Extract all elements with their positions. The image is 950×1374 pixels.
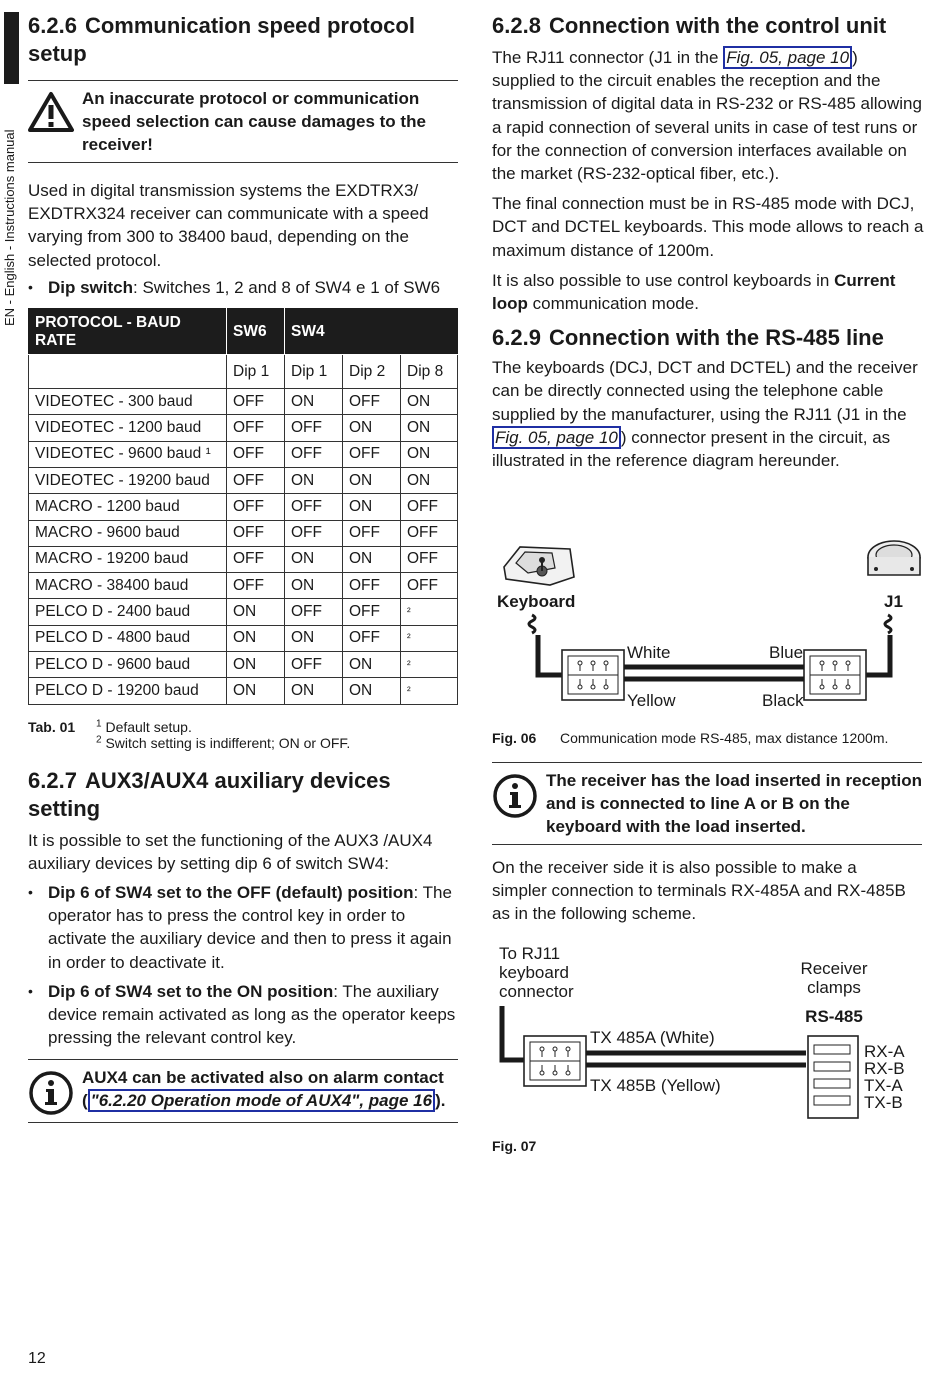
table-cell: ² <box>401 625 458 651</box>
table-row <box>29 678 458 704</box>
fig07-terminal-block <box>808 1036 858 1118</box>
section-627-body: It is possible to set the functioning of the AUX3 /AUX4 auxiliary devices by setting dip 6 of switch SW4: <box>28 830 433 873</box>
section-626-number: 6.2.6 <box>28 13 77 38</box>
section-626-heading <box>28 12 458 68</box>
table-cell: ON <box>227 678 285 704</box>
table-cell: ON <box>401 415 458 441</box>
fig06-caption-label: Fig. 06 <box>492 730 537 746</box>
table-cell: ² <box>401 599 458 625</box>
table-cell: VIDEOTEC - 1200 baud <box>29 415 227 441</box>
table-cell: ON <box>343 467 401 493</box>
fig06-black-label: Black <box>762 691 804 710</box>
table-cell: OFF <box>401 494 458 520</box>
sidebar-label: EN - English - Instructions manual <box>2 129 17 326</box>
table-cell: OFF <box>227 520 285 546</box>
list-item: • Dip 6 of SW4 set to the ON position: The auxiliary device remain activated as long as the operator keeps pressing the relevant control key. <box>28 980 458 1050</box>
receiver-device-icon <box>868 541 920 575</box>
fig07-connector: connector <box>499 982 574 1001</box>
table-cell: OFF <box>401 520 458 546</box>
table-cell: ON <box>227 599 285 625</box>
table-cell: ON <box>285 678 343 704</box>
warning-text: An inaccurate protocol or communication speed selection can cause damages to the receiver! <box>82 89 426 154</box>
fig05-link[interactable]: Fig. 05, page 10 <box>723 46 852 69</box>
section-627-heading <box>28 767 458 823</box>
section-628-heading <box>492 12 924 40</box>
table-cell: PELCO D - 4800 baud <box>29 625 227 651</box>
fig06-blue-label: Blue <box>769 643 804 662</box>
fig06-keyboard-label: Keyboard <box>497 592 576 611</box>
table-note-1: $^1$ Default setup. <box>96 717 192 735</box>
table-cell: ² <box>401 651 458 677</box>
fig05-link-2[interactable]: Fig. 05, page 10 <box>492 426 621 449</box>
table-cell: OFF <box>343 441 401 467</box>
table-cell: OFF <box>227 494 285 520</box>
right-column <box>492 10 924 472</box>
table-header-sw4: SW4 <box>285 309 458 355</box>
fig06-j1-label: J1 <box>884 592 903 611</box>
section-626-title: Communication speed protocol setup <box>28 13 415 66</box>
info-icon <box>492 769 546 838</box>
table-cell: ON <box>285 389 343 415</box>
fig06-caption <box>492 730 924 746</box>
table-cell: OFF <box>285 599 343 625</box>
table-cell: OFF <box>343 625 401 651</box>
left-column <box>28 10 458 1123</box>
fig06-right-connector <box>804 650 866 700</box>
table-cell: OFF <box>343 520 401 546</box>
table-row <box>29 573 458 599</box>
warning-icon <box>28 87 82 156</box>
fig06-left-connector <box>562 650 624 700</box>
table-row <box>29 389 458 415</box>
fig06-yellow-label: Yellow <box>627 691 676 710</box>
fig07-keyboard: keyboard <box>499 963 569 982</box>
fig07-diagram <box>492 940 932 1125</box>
table-caption-label: Tab. 01 <box>28 718 76 735</box>
table-cell: VIDEOTEC - 19200 baud <box>29 467 227 493</box>
table-cell: OFF <box>401 546 458 572</box>
table-cell: OFF <box>343 573 401 599</box>
dip-switch-list <box>28 276 458 299</box>
table-cell: ON <box>401 389 458 415</box>
table-cell: ON <box>227 651 285 677</box>
info-icon <box>28 1066 82 1116</box>
table-cell: ON <box>343 678 401 704</box>
table-cell: OFF <box>343 389 401 415</box>
protocol-table <box>28 308 458 705</box>
table-note-2: $^2$ Switch setting is indifferent; ON or OFF. <box>96 733 351 751</box>
table-cell: ON <box>401 467 458 493</box>
warning-notice <box>28 80 458 163</box>
table-cell: OFF <box>285 494 343 520</box>
table-cell: OFF <box>227 441 285 467</box>
fig07-rs485: RS-485 <box>805 1007 863 1026</box>
table-row <box>29 520 458 546</box>
aux4-operation-link[interactable]: "6.2.20 Operation mode of AUX4", page 16 <box>88 1089 435 1112</box>
table-row <box>29 546 458 572</box>
fig07-clamps: clamps <box>807 978 861 997</box>
table-cell: PELCO D - 9600 baud <box>29 651 227 677</box>
table-cell: ON <box>285 546 343 572</box>
table-header-sw6: SW6 <box>227 309 285 355</box>
section-628-number: 6.2.8 <box>492 13 541 38</box>
table-cell: OFF <box>285 651 343 677</box>
table-row <box>29 467 458 493</box>
table-cell: OFF <box>285 415 343 441</box>
table-cell: OFF <box>285 520 343 546</box>
table-cell: ON <box>285 467 343 493</box>
table-cell: VIDEOTEC - 9600 baud ¹ <box>29 441 227 467</box>
table-cell: ON <box>343 415 401 441</box>
aux4-info-notice <box>28 1059 458 1123</box>
section-626-body: Used in digital transmission systems the EXDTRX3/ EXDTRX324 receiver can communicate with a speed varying from 300 to 38400 baud, depending on the selected protocol. <box>28 181 429 270</box>
section-629-title: Connection with the RS-485 line <box>548 325 884 351</box>
table-cell: OFF <box>227 573 285 599</box>
section-628-title: Connection with the control unit <box>548 13 887 38</box>
table-cell: ON <box>401 441 458 467</box>
table-cell: OFF <box>227 546 285 572</box>
fig07-to-rj11: To RJ11 <box>499 944 561 963</box>
simpler-connection-text: On the receiver side it is also possible to make a simpler connection to terminals RX-485A and RX-485B as in the following scheme. <box>492 858 906 924</box>
table-cell: ON <box>227 625 285 651</box>
fig07-terminal-rxa: RX-A <box>864 1042 905 1061</box>
fig07-caption <box>492 1138 560 1154</box>
table-cell: MACRO - 9600 baud <box>29 520 227 546</box>
list-item: • Dip 6 of SW4 set to the OFF (default) position: The operator has to press the control key in order to activate the auxiliary device and then to press it again in order to deactivate it. <box>28 881 458 974</box>
fig07-connector-icon <box>524 1036 586 1086</box>
table-cell: MACRO - 38400 baud <box>29 573 227 599</box>
table-cell: ON <box>285 625 343 651</box>
table-cell: OFF <box>227 415 285 441</box>
fig07-receiver: Receiver <box>800 959 868 978</box>
table-row <box>29 494 458 520</box>
list-item: • Dip switch: Switches 1, 2 and 8 of SW4 e 1 of SW6 <box>28 276 458 299</box>
table-caption <box>28 719 458 751</box>
receiver-info-text: The receiver has the load inserted in reception and is connected to line A or B on the keyboard with the load inserted. <box>546 771 923 836</box>
table-cell: OFF <box>227 467 285 493</box>
table-cell: ON <box>343 546 401 572</box>
page-number: 12 <box>28 1350 46 1367</box>
section-628-p1: The RJ11 connector (J1 in the Fig. 05, page 10 ) supplied to the circuit enables the reception and the transmission of digital data in RS-232 or RS-485 allowing a rapid connection of several units in case of test runs or for the connection of conversion interfaces available on the market (RS-232-optical fiber, etc.). <box>492 48 922 184</box>
section-629-number: 6.2.9 <box>492 325 541 351</box>
keyboard-icon <box>504 547 574 585</box>
section-627-number: 6.2.7 <box>28 767 77 793</box>
fig07-caption-label: Fig. 07 <box>492 1138 537 1154</box>
fig06-diagram <box>492 535 932 720</box>
section-629-heading <box>492 324 924 352</box>
table-row <box>29 625 458 651</box>
fig06-white-label: White <box>627 643 671 662</box>
section-627-title: AUX3/AUX4 auxiliary devices setting <box>28 767 391 821</box>
table-row <box>29 415 458 441</box>
table-cell: ON <box>285 573 343 599</box>
table-cell: MACRO - 19200 baud <box>29 546 227 572</box>
table-cell: MACRO - 1200 baud <box>29 494 227 520</box>
table-row <box>29 441 458 467</box>
table-subheader-row: Dip 1 Dip 1 Dip 2 Dip 8 <box>29 355 458 389</box>
table-cell: ² <box>401 678 458 704</box>
table-cell: ON <box>343 651 401 677</box>
section-629-p1: The keyboards (DCJ, DCT and DCTEL) and the receiver can be directly connected using the telephone cable supplied by the manufacturer, using the RJ11 (J1 in the Fig. 05, page 10 ) connector present in the circuit, as illustrated in the reference diagram hereunder. <box>492 358 918 471</box>
fig07-terminal-rxb: RX-B <box>864 1059 905 1078</box>
table-cell: PELCO D - 19200 baud <box>29 678 227 704</box>
fig07-tx-yellow: TX 485B (Yellow) <box>590 1076 721 1095</box>
table-cell: OFF <box>285 441 343 467</box>
table-row <box>29 651 458 677</box>
aux4-info-text: AUX4 can be activated also on alarm contact ( "6.2.20 Operation mode of AUX4", page 16 ). <box>82 1068 446 1111</box>
aux-list <box>28 881 458 1049</box>
table-cell: OFF <box>227 389 285 415</box>
table-cell: OFF <box>343 599 401 625</box>
section-628-p2: The final connection must be in RS-485 mode with DCJ, DCT and DCTEL keyboards. This mode allows to reach a maximum distance of 1200m. <box>492 194 924 260</box>
fig07-terminal-txa: TX-A <box>864 1076 903 1095</box>
fig07-terminal-txb: TX-B <box>864 1093 903 1112</box>
table-cell: PELCO D - 2400 baud <box>29 599 227 625</box>
section-628-p3: It is also possible to use control keyboards in Current loop communication mode. <box>492 270 896 314</box>
table-cell: OFF <box>401 573 458 599</box>
table-cell: VIDEOTEC - 300 baud <box>29 389 227 415</box>
table-header-protocol: PROTOCOL - BAUD RATE <box>29 309 227 355</box>
table-cell: ON <box>343 494 401 520</box>
table-row <box>29 599 458 625</box>
receiver-info-notice <box>492 762 922 845</box>
fig07-tx-white: TX 485A (White) <box>590 1028 715 1047</box>
fig06-caption-text: Communication mode RS-485, max distance 1200m. <box>560 730 889 746</box>
